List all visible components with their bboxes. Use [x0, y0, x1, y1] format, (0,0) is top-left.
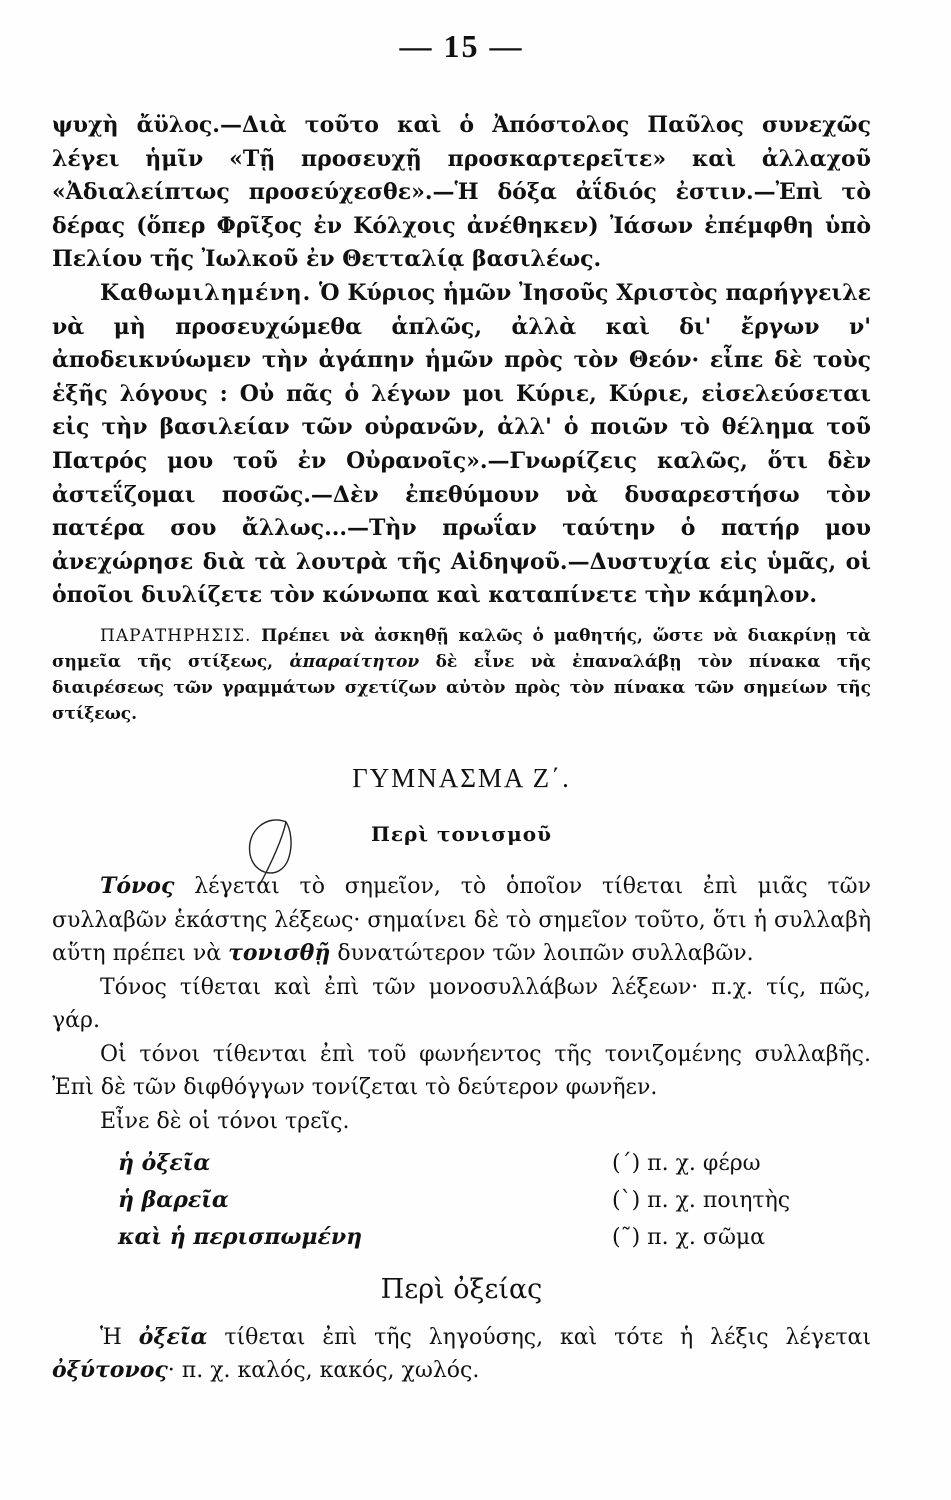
handwritten-mark — [228, 810, 308, 890]
paragraph-monosyllables: Τόνος τίθεται καὶ ἐπὶ τῶν μονοσυλλάβων λέξεων· π.χ. τίς, πῶς, γάρ. — [52, 974, 871, 1034]
note-text-a: Πρέπει νὰ ἀσκηθῇ καλῶς ὁ μαθητής, ὥστε νὰ διακρίνῃ τὰ σημεῖα τῆς στίξεως, — [52, 625, 871, 672]
paragraph-vowels: Οἱ τόνοι τίθενται ἐπὶ τοῦ φωνήεντος τῆς τονιζομένης συλλαβῆς. Ἐπὶ δὲ τῶν διφθόγγων τονίζεται τὸ δεύτερον φωνῆεν. — [52, 1041, 871, 1101]
term-oxeia: ὀξεῖα — [138, 1323, 208, 1350]
note-label: ΠΑΡΑΤΗΡΗΣΙΣ. — [100, 625, 252, 646]
term-oxytonos: ὀξύτονος — [52, 1357, 168, 1384]
page-number: — 15 — — [399, 28, 524, 64]
note-emphasis: ἀπαραίτητον — [289, 651, 420, 672]
paragraph-lead-term: Καθωμιλημένη. — [100, 279, 312, 306]
term-tonisthi: τονισθῇ — [228, 940, 331, 967]
accent-name: ἡ βαρεῖα — [118, 1186, 229, 1213]
paragraph-tonos-definition — [52, 870, 871, 971]
exercise-heading: ΓΥΜΝΑΣΜΑ Ζ΄. — [352, 762, 571, 793]
accent-example: (`) π. χ. ποιητὴς — [612, 1187, 791, 1213]
accent-list — [52, 1145, 871, 1256]
oxeia-text-a: Ἡ — [100, 1324, 139, 1350]
list-item — [52, 1182, 871, 1219]
term-tonos: Τόνος — [100, 872, 175, 899]
oxeia-text-c: · π. χ. καλός, κακός, χωλός. — [167, 1358, 480, 1384]
paragraph-three-accents: Εἶνε δὲ οἱ τόνοι τρεῖς. — [100, 1109, 350, 1135]
subsection-title: Περὶ ὀξείας — [380, 1273, 543, 1305]
list-item — [52, 1145, 871, 1182]
accent-name: καὶ ἡ περισπωμένη — [118, 1223, 363, 1250]
exercise-subheading: Περὶ τονισμοῦ — [371, 821, 552, 846]
note-text-b: δὲ εἶνε νὰ ἐπαναλάβῃ τὸν πίνακα τῆς διαιρέσεως τῶν γραμμάτων σχετίζων αὐτὸν πρὸς τὸν πίνακα τῶν σημείων τῆς στίξεως. — [52, 651, 871, 724]
paragraph-body: Ὁ Κύριος ἡμῶν Ἰησοῦς Χριστὸς παρήγγειλε νὰ μὴ προσευχώμεθα ἁπλῶς, ἀλλὰ καὶ δι' ἔργων ν' ἀποδεικνύωμεν τὴν ἀγάπην ἡμῶν πρὸς τὸν Θεόν· εἶπε δὲ τοὺς ἑξῆς λόγους : Οὐ πᾶς ὁ λέγων μοι Κύριε, Κύριε, εἰσελεύσεται εἰς τὴν βασιλείαν τῶν οὐρανῶν, ἀλλ' ὁ ποιῶν τὸ θέλημα τοῦ Πατρός μου τοῦ ἐν Οὐρανοῖς».—Γνωρίζεις καλῶς, ὅτι δὲν ἀστεΐζομαι ποσῶς.—Δὲν ἐπεθύμουν νὰ δυσαρεστήσω τὸν πατέρα σου ἄλλως...—Τὴν πρωΐαν ταύτην ὁ πατήρ μου ἀνεχώρησε διὰ τὰ λουτρὰ τῆς Αἰδηψοῦ.—Δυστυχία εἰς ὑμᾶς, οἱ ὁποῖοι διυλίζετε τὸν κώνωπα καὶ καταπίνετε τὴν κάμηλον. — [52, 279, 871, 609]
tonos-text-a: λέγεται τὸ σημεῖον, τὸ ὁποῖον τίθεται ἐπὶ μιᾶς τῶν συλλαβῶν ἑκάστης λέξεως· σημαίνει δὲ τὸ σημεῖον τοῦτο, ὅτι ἡ συλλαβὴ αὕτη πρέπει νὰ — [52, 873, 871, 967]
list-item — [52, 1219, 871, 1256]
tonos-text-b: δυνατώτερον τῶν λοιπῶν συλλαβῶν. — [330, 941, 754, 967]
accent-example: (΄) π. χ. φέρω — [612, 1150, 761, 1176]
observation-note — [52, 623, 871, 727]
accent-example: (῀) π. χ. σῶμα — [612, 1224, 766, 1250]
paragraph-oxeia — [52, 1321, 871, 1388]
oxeia-text-b: τίθεται ἐπὶ τῆς ληγούσης, καὶ τότε ἡ λέξις λέγεται — [207, 1324, 872, 1350]
paragraph-kathomilimeni — [52, 277, 871, 613]
accent-name: ἡ ὀξεῖα — [118, 1149, 211, 1176]
paragraph-psyche: ψυχὴ ἄϋλος.—Διὰ τοῦτο καὶ ὁ Ἀπόστολος Παῦλος συνεχῶς λέγει ἡμῖν «Τῇ προσευχῇ προσκαρτερεῖτε» καὶ ἀλλαχοῦ «Ἀδιαλείπτως προσεύχεσθε».—Ἡ δόξα ἀΐδιός ἐστιν.—Ἐπὶ τὸ δέρας (ὅπερ Φρῖξος ἐν Κόλχοις ἀνέθηκεν) Ἰάσων ἐπέμφθη ὑπὸ Πελίου τῆς Ἰωλκοῦ ἐν Θετταλίᾳ βασιλέως. — [52, 112, 871, 273]
